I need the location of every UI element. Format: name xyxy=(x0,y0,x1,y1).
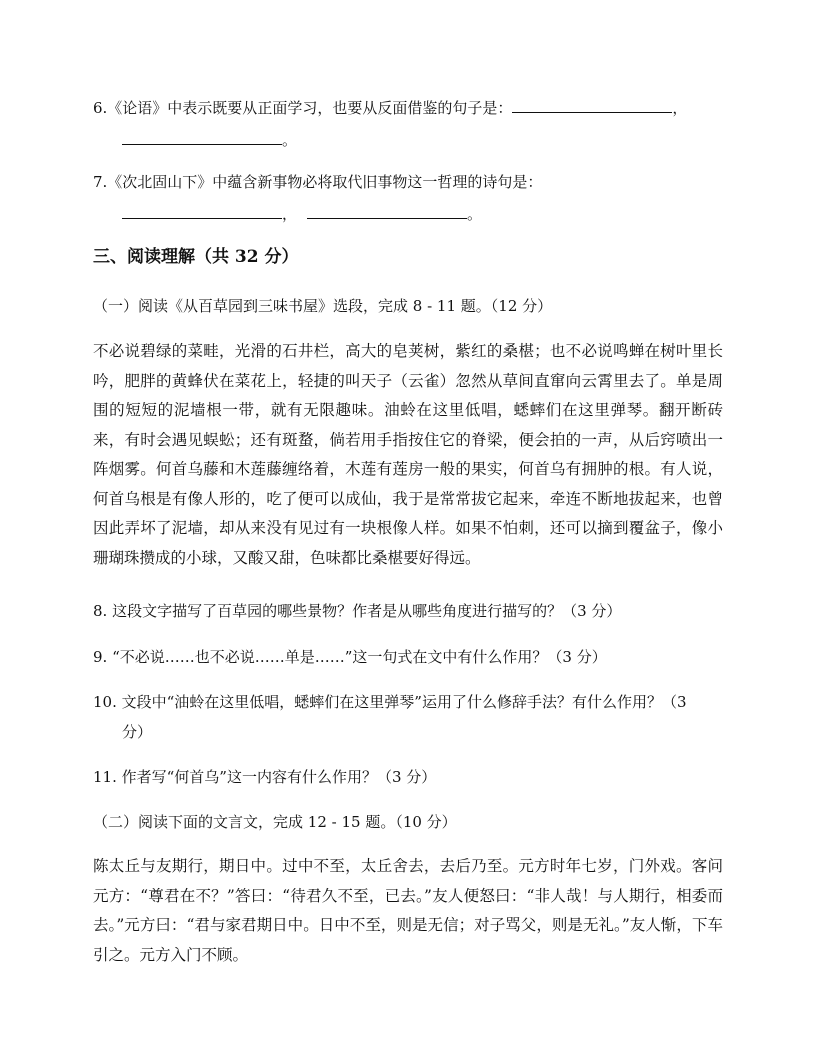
question-10: 10. 文段中“油蛉在这里低唱，蟋蟀们在这里弹琴”运用了什么修辞手法？有什么作用？（3 xyxy=(93,693,687,711)
section-title: 三、阅读理解（共 32 分） xyxy=(93,247,299,267)
question-6 xyxy=(93,98,687,118)
period: 。 xyxy=(282,131,298,149)
answer-blank[interactable] xyxy=(307,204,467,219)
question-6-text: 6.《论语》中表示既要从正面学习，也要从反面借鉴的句子是： xyxy=(93,99,513,117)
separator: ， xyxy=(282,205,298,223)
question-11: 11. 作者写“何首乌”这一内容有什么作用？（3 分） xyxy=(93,768,437,786)
question-6-continued xyxy=(122,130,297,150)
question-9: 9. “不必说……也不必说……单是……”这一句式在文中有什么作用？（3 分） xyxy=(93,648,607,666)
answer-blank[interactable] xyxy=(512,98,672,113)
question-8: 8. 这段文字描写了百草园的哪些景物？作者是从哪些角度进行描写的？（3 分） xyxy=(93,602,622,620)
question-7 xyxy=(93,172,542,192)
period: 。 xyxy=(467,205,483,223)
answer-blank[interactable] xyxy=(122,204,282,219)
part-2-heading: （二）阅读下面的文言文，完成 12 - 15 题。（10 分） xyxy=(93,813,457,831)
question-7-text: 7.《次北固山下》中蕴含新事物必将取代旧事物这一哲理的诗句是： xyxy=(93,173,543,191)
part-2-passage: 陈太丘与友期行，期日中。过中不至，太丘舍去，去后乃至。元方时年七岁，门外戏。客问元方：“尊君在不？”答曰：“待君久不至，已去。”友人便怒曰：“非人哉！与人期行，相委而去。”元方曰：“君与家君期日中。日中不至，则是无信；对子骂父，则是无礼。”友人惭，下车引之。元方入门不顾。 xyxy=(93,857,723,964)
part-1-passage: 不必说碧绿的菜畦，光滑的石井栏，高大的皂荚树，紫红的桑椹；也不必说鸣蝉在树叶里长吟，肥胖的黄蜂伏在菜花上，轻捷的叫天子（云雀）忽然从草间直窜向云霄里去了。单是周围的短短的泥墙根一带，就有无限趣味。油蛉在这里低唱，蟋蟀们在这里弹琴。翻开断砖来，有时会遇见蜈蚣；还有斑蝥，倘若用手指按住它的脊梁，便会拍的一声，从后窍喷出一阵烟雾。何首乌藤和木莲藤缠络着，木莲有莲房一般的果实，何首乌有拥肿的根。有人说，何首乌根是有像人形的，吃了便可以成仙，我于是常常拔它起来，牵连不断地拔起来，也曾因此弄坏了泥墙，却从来没有见过有一块根像人样。如果不怕刺，还可以摘到覆盆子，像小珊瑚珠攒成的小球，又酸又甜，色味都比桑椹要好得远。 xyxy=(93,342,723,567)
question-10-continued: 分） xyxy=(122,723,153,741)
question-7-continued xyxy=(122,204,482,224)
part-1-heading: （一）阅读《从百草园到三味书屋》选段，完成 8 - 11 题。（12 分） xyxy=(93,297,553,315)
separator: ， xyxy=(672,99,688,117)
answer-blank[interactable] xyxy=(122,130,282,145)
